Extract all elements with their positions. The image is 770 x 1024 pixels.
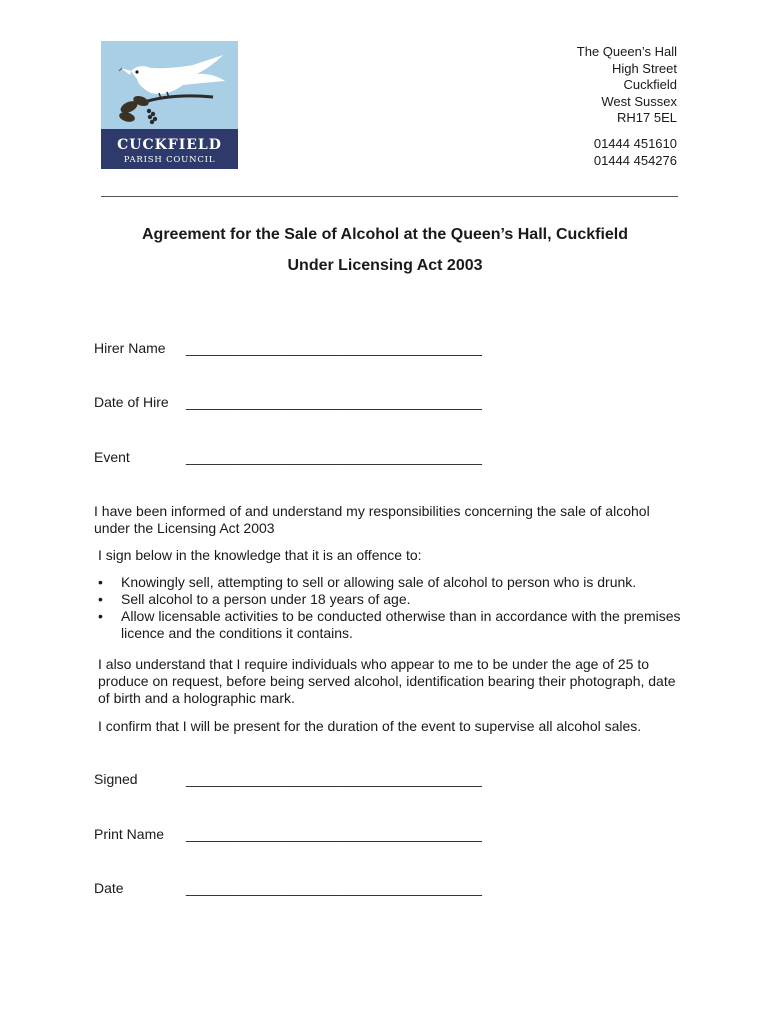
- event-field[interactable]: ______________________________________: [186, 449, 482, 465]
- address-line: High Street: [611, 60, 677, 76]
- list-item: [94, 608, 694, 642]
- logo-image: [101, 41, 238, 129]
- signed-field[interactable]: ______________________________________: [186, 771, 482, 787]
- hirer-name-label: Hirer Name: [94, 340, 166, 356]
- document-subtitle: Under Licensing Act 2003: [287, 257, 483, 274]
- address-line: Cuckfield: [623, 77, 677, 92]
- list-item: [94, 591, 694, 608]
- event-label: Event: [94, 449, 130, 465]
- bullet-icon: •: [98, 591, 103, 607]
- offence-list: [94, 574, 694, 642]
- offence-intro: I sign below in the knowledge that it is an offence to:: [98, 547, 422, 563]
- bullet-icon: •: [98, 574, 103, 590]
- phone-block: [594, 136, 677, 169]
- signed-label: Signed: [94, 771, 138, 787]
- date-of-hire-field[interactable]: ______________________________________: [186, 394, 482, 410]
- address-line: West Sussex: [601, 93, 677, 109]
- print-name-label: Print Name: [94, 826, 165, 842]
- address-line: RH17 5EL: [617, 110, 677, 125]
- responsibilities-paragraph: I have been informed of and understand my responsibilities concerning the sale of alcohol under the Licensing Act 2003: [94, 503, 650, 536]
- logo-band: [101, 129, 238, 169]
- date-of-hire-label: Date of Hire: [94, 394, 169, 410]
- header-divider: [101, 196, 678, 197]
- list-item-text: Sell alcohol to a person under 18 years of age.: [121, 591, 411, 607]
- bullet-icon: •: [98, 608, 103, 624]
- list-item-text: Allow licensable activities to be conducted otherwise than in accordance with the premises licence and the conditions it contains.: [121, 608, 681, 641]
- date-field[interactable]: ______________________________________: [186, 880, 482, 896]
- address-block: [577, 44, 677, 127]
- council-logo: [101, 41, 238, 169]
- document-title: Agreement for the Sale of Alcohol at the Queen’s Hall, Cuckfield: [141, 226, 628, 243]
- logo-name: CUCKFIELD: [117, 137, 222, 153]
- identification-paragraph: I also understand that I require individuals who appear to me to be under the age of 25 to produce on request, before being served alcohol, identification bearing their photograph, date of birth and a holographic mark.: [98, 656, 676, 706]
- phone-number: 01444 454276: [593, 152, 677, 168]
- bird-on-branch-icon: [101, 41, 238, 129]
- list-item: [94, 574, 694, 591]
- phone-number: 01444 451610: [593, 136, 677, 151]
- address-line: The Queen’s Hall: [576, 44, 677, 59]
- confirmation-paragraph: I confirm that I will be present for the duration of the event to supervise all alcohol sales.: [98, 718, 642, 734]
- logo-subtitle: PARISH COUNCIL: [123, 155, 216, 165]
- print-name-field[interactable]: ______________________________________: [186, 826, 482, 842]
- hirer-name-field[interactable]: ______________________________________: [186, 340, 482, 356]
- date-label: Date: [94, 880, 124, 896]
- list-item-text: Knowingly sell, attempting to sell or allowing sale of alcohol to person who is drunk.: [121, 574, 637, 590]
